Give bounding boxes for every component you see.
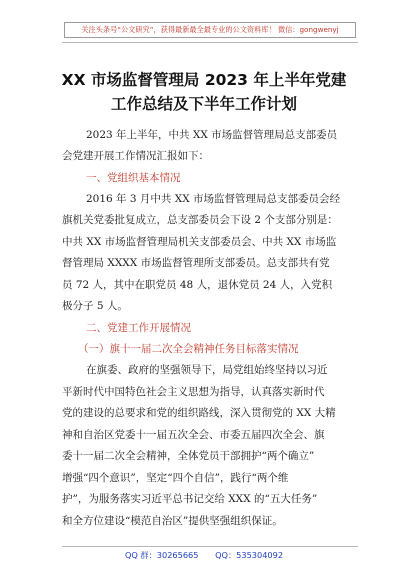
paragraph-line: 督管理局 XXXX 市场监督管理所支部委员。总支部共有党	[62, 257, 330, 269]
paragraph-line: 中共 XX 市场监督管理局机关支部委员会、中共 XX 市场监	[62, 236, 337, 248]
subsection-heading-1: （一）旗十一届二次全会精神任务目标落实情况	[78, 343, 299, 355]
paragraph-line: 员 72 人，其中在职党员 48 人，退休党员 24 人，入党积	[62, 279, 333, 291]
paragraph-line: 增强“四个意识”，坚定“四个自信”，践行“两个维	[62, 472, 289, 484]
section-heading-2: 二、党建工作开展情况	[86, 322, 191, 334]
paragraph-line: 护”，为服务落实习近平总书记交给 XXX 的“五大任务”	[62, 493, 318, 505]
intro-line-2: 会党建开展工作情况汇报如下：	[62, 150, 209, 162]
paragraph-line: 和全方位建设“模范自治区”提供坚强组织保证。	[62, 515, 283, 527]
section-heading-1: 一、党组织基本情况	[86, 172, 181, 184]
paragraph-line: 2016 年 3 月中共 XX 市场监督管理局总支部委员会经	[86, 193, 341, 205]
footer-contact	[0, 550, 408, 561]
paragraph-line: 党的建设的总要求和党的组织路线，深入贯彻党的 XX 大精	[62, 407, 336, 419]
header-banner: 关注头条号“公文研究”，获得最新最全最专业的公文资料库！ 微信：gongwenyj	[64, 22, 356, 38]
footer-qq: QQ：535304092	[215, 550, 284, 560]
intro-line-1: 2023 年上半年，中共 XX 市场监督管理局总支部委员	[86, 129, 338, 141]
paragraph-line: 在旗委、政府的坚强领导下，局党组始终坚持以习近	[86, 364, 328, 376]
footer-divider	[62, 546, 358, 547]
paragraph-line: 极分子 5 人。	[62, 300, 128, 312]
paragraph-line: 神和自治区党委十一届五次全会、市委五届四次全会、旗	[62, 429, 325, 441]
header-divider	[62, 42, 358, 43]
footer-qq-group: QQ 群：30265665	[124, 550, 199, 560]
paragraph-line: 旗机关党委批复成立，总支部委员会下设 2 个支部分别是：	[62, 214, 338, 226]
paragraph-line: 委十一届二次全会精神，全体党员干部拥护“两个确立”	[62, 450, 315, 462]
document-title-line-1: XX 市场监督管理局 2023 年上半年党建	[61, 71, 347, 89]
paragraph-line: 平新时代中国特色社会主义思想为指导，认真落实新时代	[62, 386, 325, 398]
document-title-line-2: 工作总结及下半年工作计划	[110, 95, 297, 113]
